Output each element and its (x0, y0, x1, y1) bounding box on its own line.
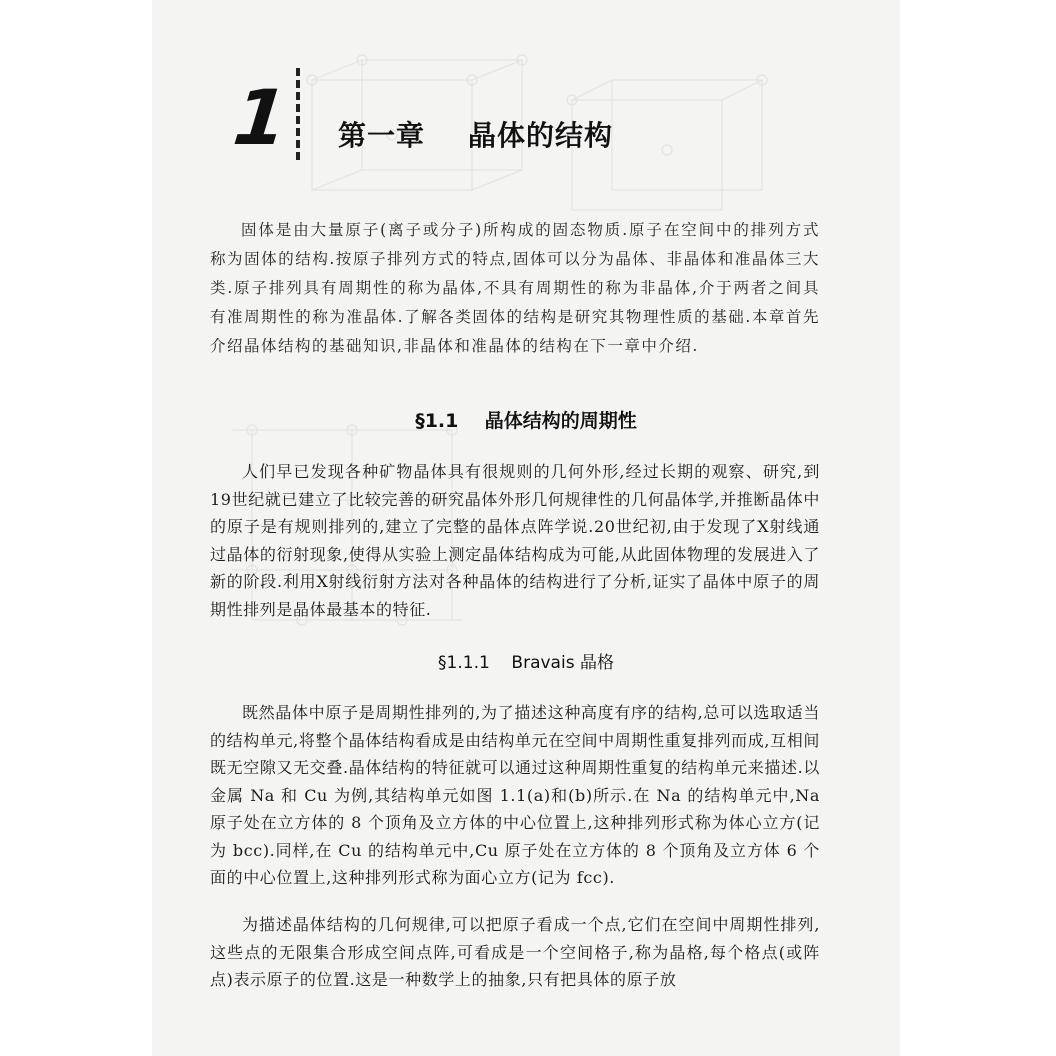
book-page (152, 0, 900, 1056)
subsection-title: §1.1.1 Bravais 晶格 (438, 653, 614, 673)
intro-paragraph: 固体是由大量原子(离子或分子)所构成的固态物质.原子在空间中的排列方式称为固体的结构.按原子排列方式的特点,固体可以分为晶体、非晶体和准晶体三大类.原子排列具有周期性的称为晶体,不具有周期性的称为非晶体,介于两者之间具有准周期性的称为准晶体.了解各类固体的结构是研究其物理性质的基础.本章首先介绍晶体结构的基础知识,非晶体和准晶体的结构在下一章中介绍. (210, 221, 820, 355)
chapter-divider (296, 68, 300, 160)
chapter-title: 第一章 晶体的结构 (338, 119, 613, 152)
subsection-paragraph-1: 既然晶体中原子是周期性排列的,为了描述这种高度有序的结构,总可以选取适当的结构单元,将整个晶体结构看成是由结构单元在空间中周期性重复排列而成,互相间既无空隙又无交叠.晶体结构的特征就可以通过这种周期性重复的结构单元来描述.以金属 Na 和 Cu 为例,其结构单元如图 1.1(a)和(b)所示.在 Na 的结构单元中,Na 原子处在立方体的 8 个顶角及立方体的中心位置上,这种排列形式称为体心立方(记为 bcc).同样,在 Cu 的结构单元中,Cu 原子处在立方体的 8 个顶角及立方体 6 个面的中心位置上,这种排列形式称为面心立方(记为 fcc). (210, 703, 820, 887)
chapter-number: 1 (229, 73, 292, 162)
section-paragraph: 人们早已发现各种矿物晶体具有很规则的几何外形,经过长期的观察、研究,到19世纪就已建立了比较完善的研究晶体外形几何规律性的几何晶体学,并推断晶体中的原子是有规则排列的,建立了完整的晶体点阵学说.20世纪初,由于发现了X射线通过晶体的衍射现象,使得从实验上测定晶体结构成为可能,从此固体物理的发展进入了新的阶段.利用X射线衍射方法对各种晶体的结构进行了分析,证实了晶体中原子的周期性排列是晶体最基本的特征. (210, 462, 820, 619)
subsection-paragraph-2: 为描述晶体结构的几何规律,可以把原子看成一个点,它们在空间中周期性排列,这些点的无限集合形成空间点阵,可看成是一个空间格子,称为晶格,每个格点(或阵点)表示原子的位置.这是一种数学上的抽象,只有把具体的原子放 (210, 915, 820, 989)
section-title: §1.1 晶体结构的周期性 (415, 410, 637, 432)
